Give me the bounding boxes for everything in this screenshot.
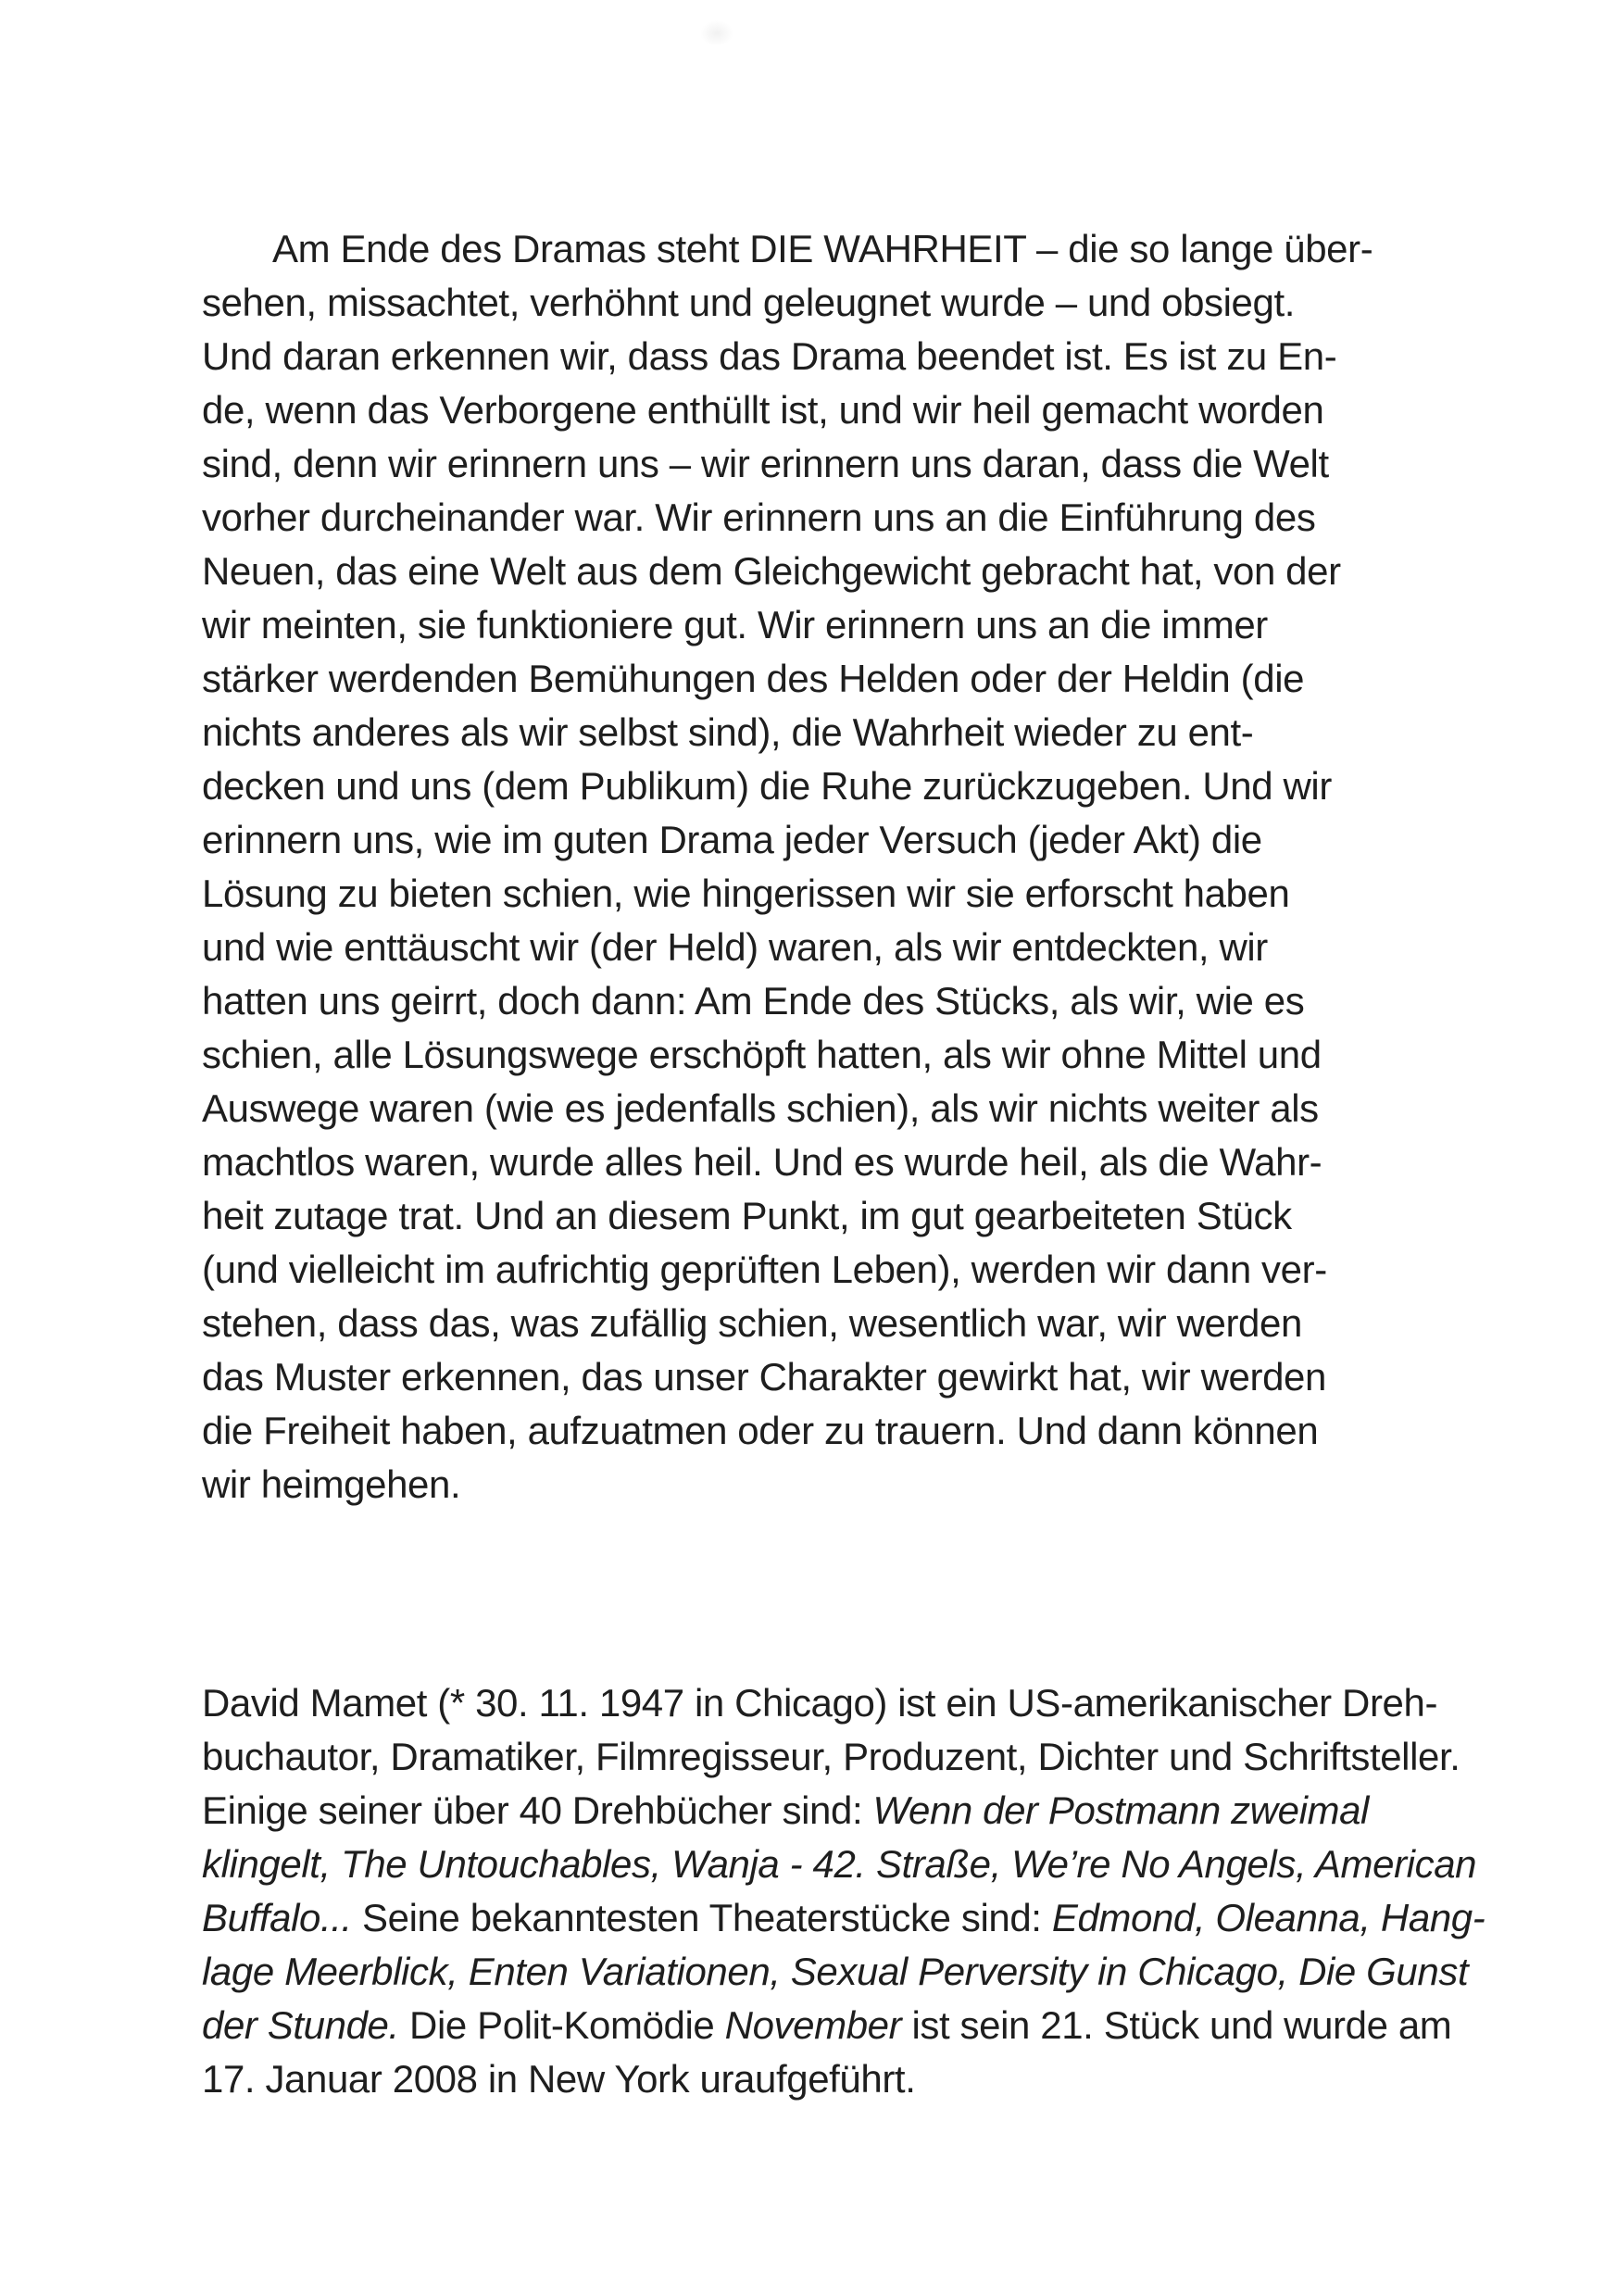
text-line: das Muster erkennen, das unser Charakter gewirkt hat, wir werden — [202, 1355, 1326, 1399]
text-line: Lösung zu bieten schien, wie hingerissen wir sie erforscht haben — [202, 872, 1290, 915]
main-paragraph — [202, 222, 1554, 1512]
title-italic-text: Edmond, Oleanna, Hang- — [1051, 1896, 1485, 1939]
text-line: wir heimgehen. — [202, 1462, 461, 1506]
body-text: ist sein 21. Stück und wurde am — [901, 2003, 1452, 2047]
body-text: David Mamet (* 30. 11. 1947 in Chicago) ist ein US-amerikanischer Dreh- — [202, 1681, 1438, 1725]
text-line: stehen, dass das, was zufällig schien, wesentlich war, wir werden — [202, 1301, 1302, 1345]
text-line: Am Ende des Dramas steht DIE WAHRHEIT – die so lange über- — [272, 227, 1373, 270]
text-line — [202, 1784, 1554, 1838]
scan-smudge — [700, 20, 733, 46]
text-line — [202, 1999, 1554, 2052]
body-text: Seine bekanntesten Theaterstücke sind: — [351, 1896, 1052, 1939]
text-line: machtlos waren, wurde alles heil. Und es wurde heil, als die Wahr- — [202, 1140, 1322, 1184]
bio-paragraph — [202, 1676, 1554, 2106]
text-line: hatten uns geirrt, doch dann: Am Ende des Stücks, als wir, wie es — [202, 979, 1305, 1023]
body-text: Die Polit-Komödie — [398, 2003, 725, 2047]
text-line — [202, 1676, 1554, 1730]
text-line: stärker werdenden Bemühungen des Helden oder der Heldin (die — [202, 657, 1305, 700]
title-italic-text: November — [724, 2003, 902, 2047]
text-line: und wie enttäuscht wir (der Held) waren, als wir entdeckten, wir — [202, 925, 1268, 969]
body-text: 17. Januar 2008 in New York uraufgeführt. — [202, 2057, 916, 2101]
title-italic-text: lage Meerblick, Enten Variationen, Sexual Perversity in Chicago, Die Gunst — [202, 1950, 1469, 1993]
body-text: Einige seiner über 40 Drehbücher sind: — [202, 1788, 873, 1832]
text-line: (und vielleicht im aufrichtig geprüften Leben), werden wir dann ver- — [202, 1248, 1327, 1291]
text-line: wir meinten, sie funktioniere gut. Wir erinnern uns an die immer — [202, 603, 1268, 646]
text-line — [202, 2052, 1554, 2106]
text-line: sind, denn wir erinnern uns – wir erinnern uns daran, dass die Welt — [202, 442, 1329, 485]
text-line: Und daran erkennen wir, dass das Drama beendet ist. Es ist zu En- — [202, 334, 1337, 378]
text-line: sehen, missachtet, verhöhnt und geleugnet wurde – und obsiegt. — [202, 281, 1296, 324]
text-line: die Freiheit haben, aufzuatmen oder zu trauern. Und dann können — [202, 1409, 1319, 1452]
text-line: Neuen, das eine Welt aus dem Gleichgewicht gebracht hat, von der — [202, 549, 1341, 593]
title-italic-text: Buffalo... — [202, 1896, 352, 1939]
body-text: buchautor, Dramatiker, Filmregisseur, Produzent, Dichter und Schriftsteller. — [202, 1735, 1460, 1778]
text-line: decken und uns (dem Publikum) die Ruhe zurückzugeben. Und wir — [202, 764, 1332, 808]
text-line — [202, 1891, 1554, 1945]
text-line: schien, alle Lösungswege erschöpft hatten, als wir ohne Mittel und — [202, 1033, 1322, 1076]
text-line: heit zutage trat. Und an diesem Punkt, im gut gearbeiteten Stück — [202, 1194, 1292, 1237]
text-line: nichts anderes als wir selbst sind), die Wahrheit wieder zu ent- — [202, 710, 1254, 754]
text-line: de, wenn das Verborgene enthüllt ist, und wir heil gemacht worden — [202, 388, 1324, 432]
text-line: vorher durcheinander war. Wir erinnern uns an die Einführung des — [202, 496, 1316, 539]
text-line: erinnern uns, wie im guten Drama jeder Versuch (jeder Akt) die — [202, 818, 1262, 861]
text-line — [202, 1838, 1554, 1891]
text-line — [202, 1730, 1554, 1784]
title-italic-text: der Stunde. — [202, 2003, 399, 2047]
title-italic-text: klingelt, The Untouchables, Wanja - 42. Straße, We’re No Angels, American — [202, 1842, 1477, 1886]
title-italic-text: Wenn der Postmann zweimal — [872, 1788, 1369, 1832]
text-line — [202, 1945, 1554, 1999]
text-line: Auswege waren (wie es jedenfalls schien), als wir nichts weiter als — [202, 1086, 1319, 1130]
